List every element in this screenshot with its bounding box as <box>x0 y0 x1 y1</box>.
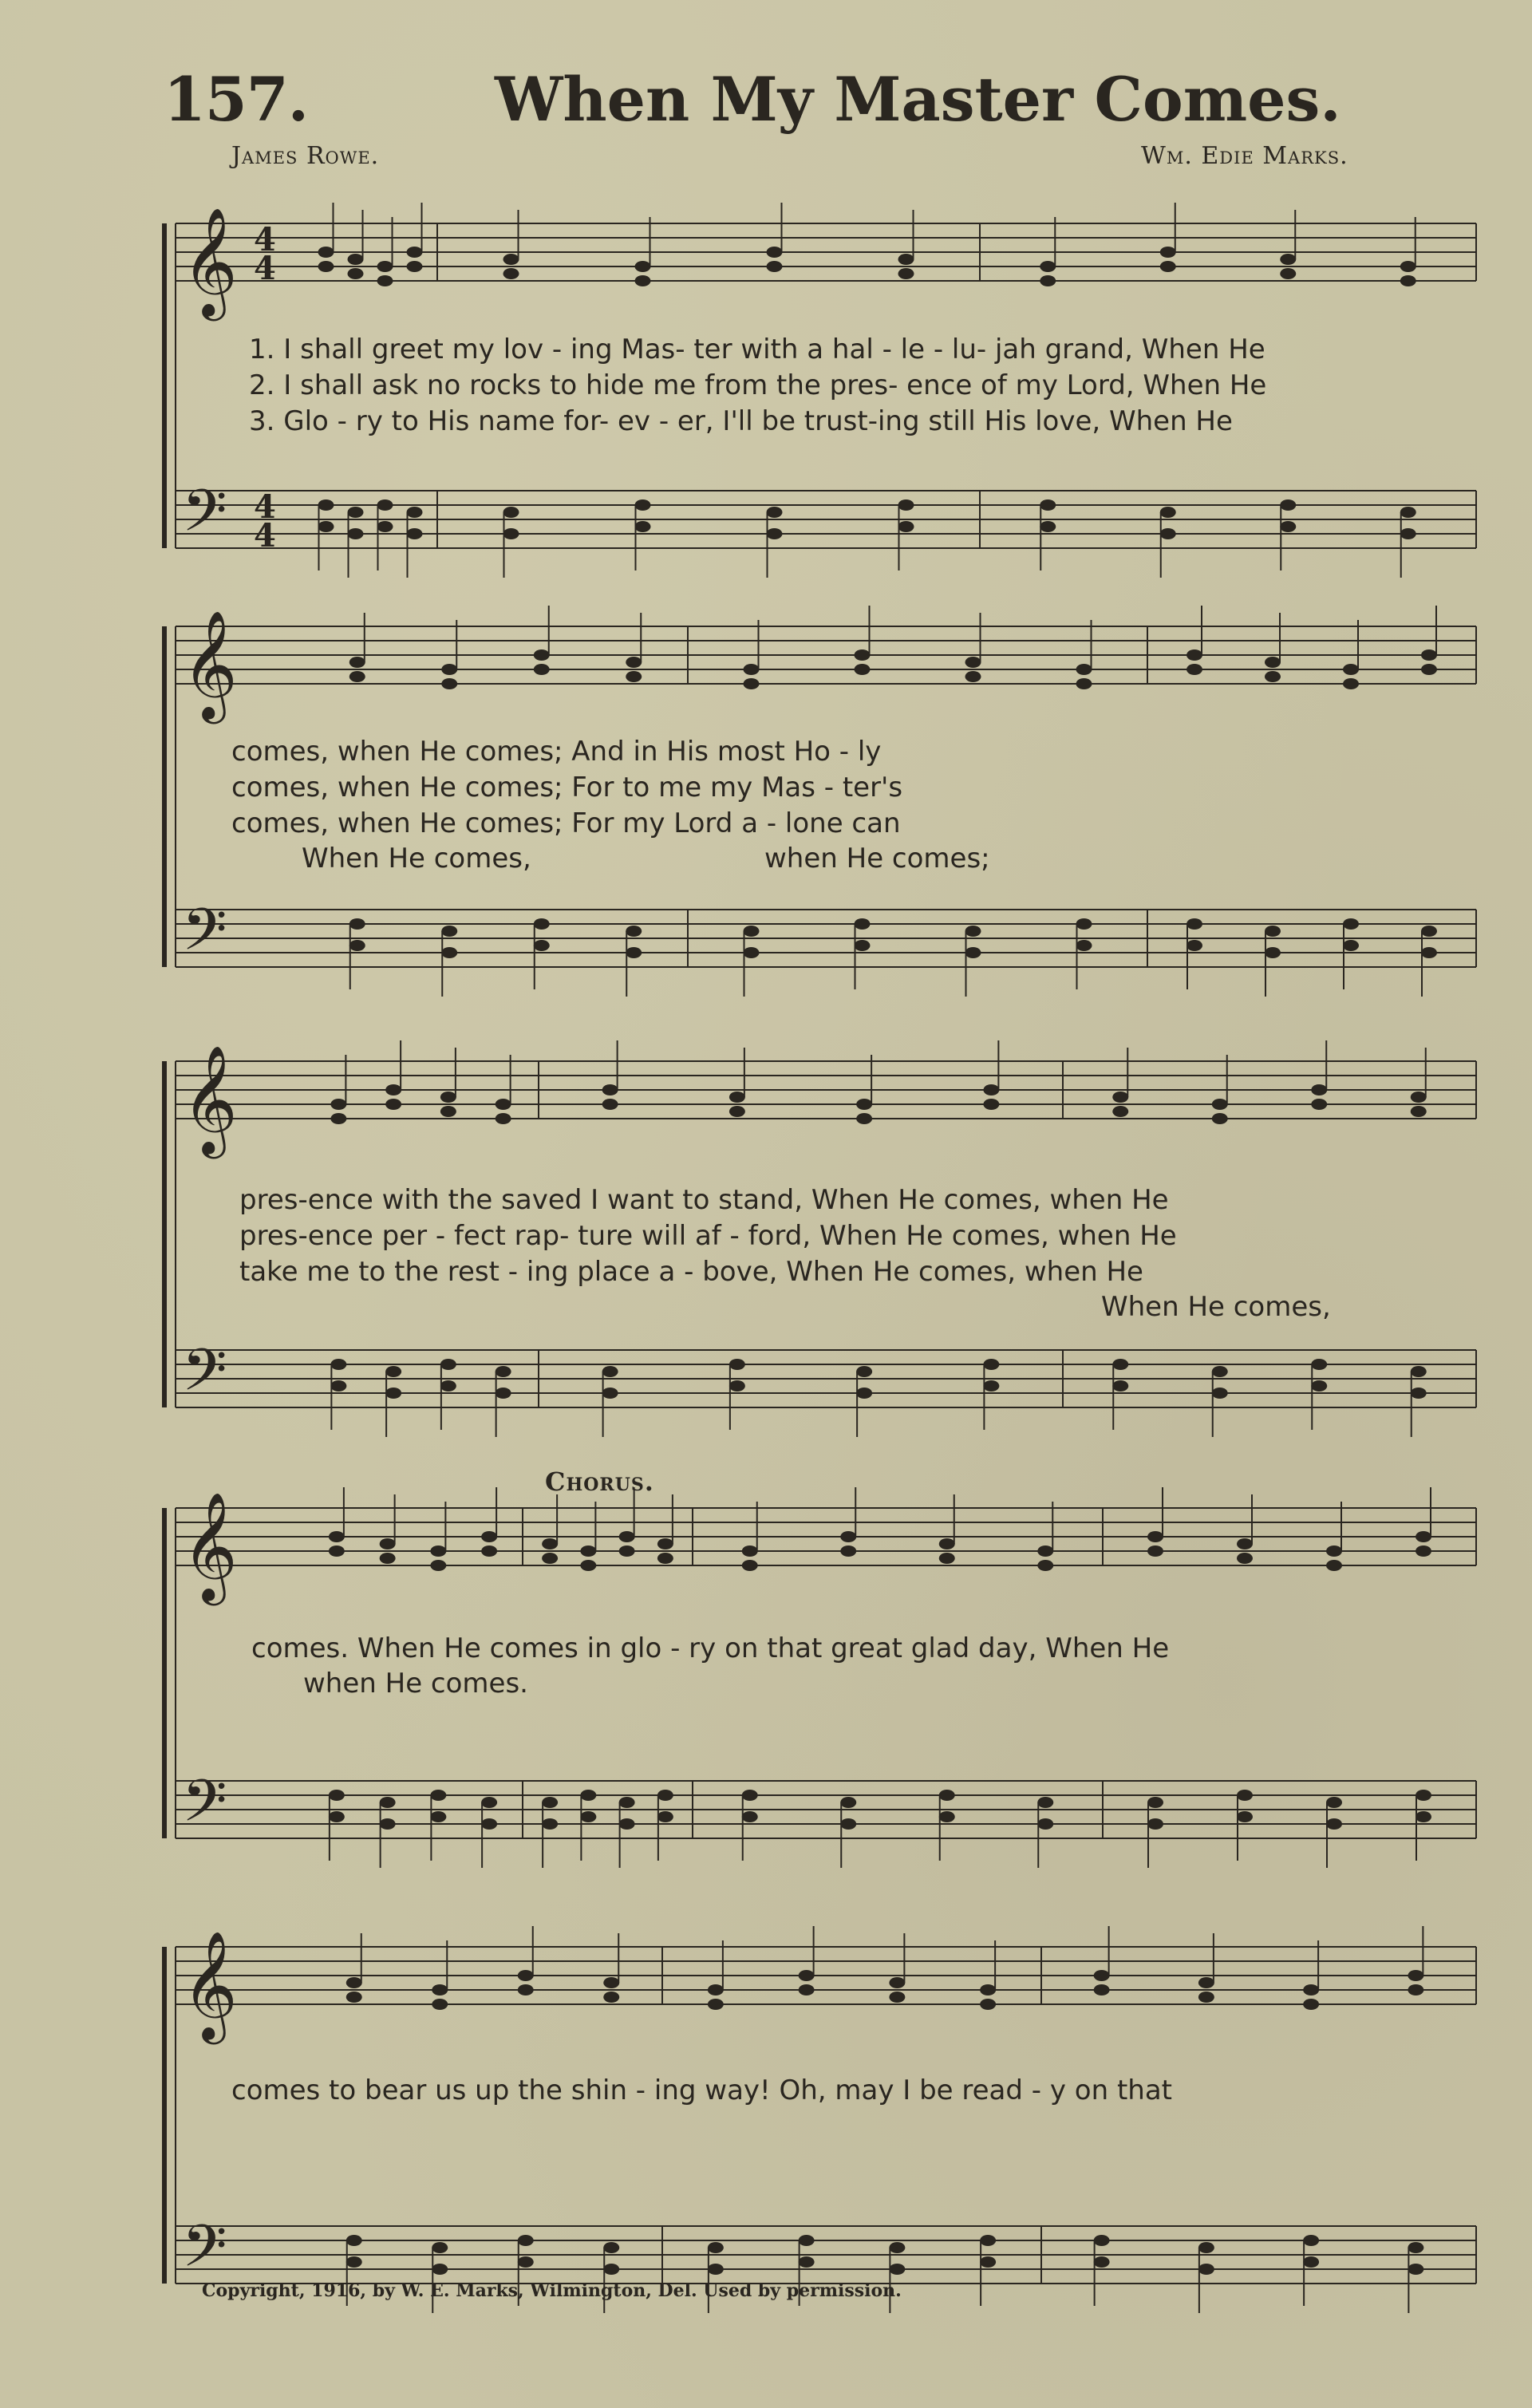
notehead <box>603 1977 619 1988</box>
notehead <box>767 261 783 272</box>
notehead <box>799 1984 815 1995</box>
notehead <box>349 671 365 682</box>
notehead <box>1303 2235 1319 2246</box>
lyric-line-v3-s2: comes, when He comes; For my Lord a - lone can <box>231 807 901 839</box>
notehead <box>742 1560 758 1571</box>
notehead <box>1076 678 1092 689</box>
notehead <box>1094 2235 1110 2246</box>
notehead <box>1212 1388 1228 1399</box>
notehead <box>377 521 393 532</box>
notehead <box>626 657 642 668</box>
notehead <box>1411 1388 1427 1399</box>
notehead <box>1037 1560 1053 1571</box>
notehead <box>1160 261 1176 272</box>
notehead <box>1408 2242 1423 2253</box>
notehead <box>1408 1970 1423 1981</box>
notehead <box>432 1999 448 2010</box>
notehead <box>898 254 914 265</box>
lyric-line-v1-s1: 1. I shall greet my lov - ing Mas- ter with a hal - le - lu- jah grand, When He <box>249 334 1265 365</box>
lyric-line-v3-s3: take me to the rest - ing place a - bove, When He comes, when He <box>239 1256 1143 1288</box>
notehead <box>1265 947 1281 958</box>
lyric-line-chorus-2: comes to bear us up the shin - ing way! Oh, may I be read - y on that <box>231 2074 1172 2106</box>
notehead <box>729 1359 745 1370</box>
time-signature: 4 <box>254 488 276 526</box>
notehead <box>840 1818 856 1830</box>
notehead <box>708 2242 724 2253</box>
notehead <box>346 1992 362 2003</box>
notehead <box>385 1388 401 1399</box>
notehead <box>349 918 365 930</box>
notehead <box>1212 1099 1228 1110</box>
notehead <box>1237 1538 1253 1549</box>
notehead <box>1160 507 1176 518</box>
notehead <box>767 528 783 539</box>
notehead <box>518 1970 534 1981</box>
notehead <box>767 507 783 518</box>
notehead <box>1343 918 1359 930</box>
notehead <box>1311 1380 1327 1392</box>
notehead <box>1147 1818 1163 1830</box>
notehead <box>657 1790 673 1801</box>
notehead <box>1408 2264 1423 2275</box>
notehead <box>496 1388 511 1399</box>
notehead <box>744 664 760 675</box>
notehead <box>742 1811 758 1822</box>
time-signature: 4 <box>254 517 276 555</box>
notehead <box>965 657 981 668</box>
notehead <box>346 2256 362 2268</box>
notehead <box>708 1999 724 2010</box>
notehead <box>619 1531 635 1542</box>
treble-clef: 𝄞 <box>182 1929 238 2039</box>
notehead <box>602 1099 618 1110</box>
echo-lyric-b: when He comes; <box>764 843 990 874</box>
notehead <box>898 499 914 511</box>
notehead <box>542 1553 558 1564</box>
notehead <box>1343 940 1359 951</box>
notehead <box>1094 1970 1110 1981</box>
bass-clef: 𝄢 <box>182 2212 227 2294</box>
notehead <box>318 261 334 272</box>
notehead <box>1280 521 1296 532</box>
notehead <box>1237 1553 1253 1564</box>
notehead <box>1343 678 1359 689</box>
notehead <box>348 507 364 518</box>
notehead <box>330 1099 346 1110</box>
notehead <box>657 1538 673 1549</box>
bass-clef: 𝄢 <box>182 1767 227 1849</box>
notehead <box>318 247 334 258</box>
notehead <box>856 1366 872 1377</box>
notehead <box>602 1366 618 1377</box>
notehead <box>980 2235 996 2246</box>
notehead <box>1311 1099 1327 1110</box>
notehead <box>980 1999 996 2010</box>
notehead <box>580 1811 596 1822</box>
notehead <box>1421 926 1437 937</box>
notehead <box>481 1545 497 1557</box>
notehead <box>1416 1545 1431 1557</box>
notehead <box>635 261 651 272</box>
notehead <box>432 1984 448 1995</box>
notehead <box>380 1538 396 1549</box>
notehead <box>1198 2264 1214 2275</box>
notehead <box>708 2264 724 2275</box>
notehead <box>430 1790 446 1801</box>
notehead <box>441 926 457 937</box>
chorus-label: Chorus. <box>545 1467 654 1497</box>
notehead <box>496 1113 511 1124</box>
notehead <box>496 1099 511 1110</box>
notehead <box>330 1380 346 1392</box>
lyric-line-v1-s2: comes, when He comes; And in His most Ho - ly <box>231 736 882 768</box>
notehead <box>965 926 981 937</box>
notehead <box>440 1359 456 1370</box>
notehead <box>580 1545 596 1557</box>
notehead <box>1237 1811 1253 1822</box>
notehead <box>534 940 550 951</box>
notehead <box>1147 1531 1163 1542</box>
notehead <box>503 507 519 518</box>
notehead <box>1343 664 1359 675</box>
notehead <box>1094 2256 1110 2268</box>
notehead <box>742 1790 758 1801</box>
notehead <box>430 1560 446 1571</box>
bass-clef: 𝄢 <box>182 1336 227 1418</box>
hymn-title: When My Master Comes. <box>495 64 1341 135</box>
notehead <box>542 1797 558 1808</box>
lyric-line-v3-s1: 3. Glo - ry to His name for- ev - er, I'll be trust-ing still His love, When He <box>249 405 1233 437</box>
composer-credit: Wm. Edie Marks. <box>1141 142 1348 170</box>
notehead <box>799 2235 815 2246</box>
notehead <box>503 528 519 539</box>
echo-lyric-a: When He comes, <box>302 843 531 874</box>
copyright-notice: Copyright, 1916, by W. E. Marks, Wilmington, Del. Used by permission. <box>202 2280 902 2301</box>
notehead <box>635 499 651 511</box>
notehead <box>534 649 550 661</box>
notehead <box>1094 1984 1110 1995</box>
notehead <box>840 1531 856 1542</box>
notehead <box>349 940 365 951</box>
notehead <box>1303 1984 1319 1995</box>
notehead <box>1112 1359 1128 1370</box>
notehead <box>1147 1797 1163 1808</box>
notehead <box>840 1545 856 1557</box>
notehead <box>1160 247 1176 258</box>
notehead <box>1037 1797 1053 1808</box>
notehead <box>503 254 519 265</box>
notehead <box>626 671 642 682</box>
notehead <box>1326 1797 1342 1808</box>
notehead <box>1076 918 1092 930</box>
notehead <box>1198 1992 1214 2003</box>
notehead <box>1212 1366 1228 1377</box>
bass-clef: 𝄢 <box>182 476 227 559</box>
notehead <box>729 1091 745 1103</box>
notehead <box>440 1106 456 1117</box>
notehead <box>496 1366 511 1377</box>
notehead <box>619 1818 635 1830</box>
notehead <box>430 1811 446 1822</box>
notehead <box>603 1992 619 2003</box>
notehead <box>729 1106 745 1117</box>
notehead <box>1112 1091 1128 1103</box>
notehead <box>767 247 783 258</box>
notehead <box>407 528 423 539</box>
notehead <box>855 664 871 675</box>
notehead <box>889 1977 905 1988</box>
notehead <box>983 1359 999 1370</box>
notehead <box>542 1818 558 1830</box>
notehead <box>380 1553 396 1564</box>
notehead <box>1040 261 1056 272</box>
notehead <box>346 2235 362 2246</box>
notehead <box>965 671 981 682</box>
notehead <box>1416 1531 1431 1542</box>
notehead <box>329 1545 345 1557</box>
notehead <box>744 678 760 689</box>
notehead <box>965 947 981 958</box>
notehead <box>518 2235 534 2246</box>
notehead <box>377 499 393 511</box>
notehead <box>318 521 334 532</box>
notehead <box>744 926 760 937</box>
notehead <box>1265 671 1281 682</box>
notehead <box>1400 507 1416 518</box>
notehead <box>407 507 423 518</box>
notehead <box>318 499 334 511</box>
notehead <box>939 1553 955 1564</box>
notehead <box>1040 521 1056 532</box>
treble-clef: 𝄞 <box>182 1490 238 1601</box>
notehead <box>1076 664 1092 675</box>
notehead <box>385 1366 401 1377</box>
notehead <box>1212 1113 1228 1124</box>
notehead <box>377 261 393 272</box>
notehead <box>1037 1818 1053 1830</box>
notehead <box>1112 1380 1128 1392</box>
notehead <box>348 268 364 279</box>
notehead <box>1311 1084 1327 1095</box>
notehead <box>799 2256 815 2268</box>
notehead <box>1265 657 1281 668</box>
notehead <box>635 521 651 532</box>
notehead <box>1408 1984 1423 1995</box>
notehead <box>1416 1811 1431 1822</box>
notehead <box>1421 947 1437 958</box>
notehead <box>602 1084 618 1095</box>
notehead <box>1280 268 1296 279</box>
notehead <box>380 1818 396 1830</box>
notehead <box>385 1099 401 1110</box>
notehead <box>1187 664 1202 675</box>
notehead <box>626 926 642 937</box>
notehead <box>481 1797 497 1808</box>
notehead <box>939 1790 955 1801</box>
notehead <box>407 261 423 272</box>
notehead <box>1326 1560 1342 1571</box>
notehead <box>385 1084 401 1095</box>
notehead <box>407 247 423 258</box>
notehead <box>939 1538 955 1549</box>
notehead <box>329 1790 345 1801</box>
notehead <box>1198 1977 1214 1988</box>
lyric-line-v2-s3: pres-ence per - fect rap- ture will af - ford, When He comes, when He <box>239 1220 1177 1252</box>
notehead <box>744 947 760 958</box>
treble-clef: 𝄞 <box>182 1044 238 1154</box>
time-signature: 4 <box>254 221 276 259</box>
notehead <box>855 649 871 661</box>
echo-lyric-c: When He comes, <box>1101 1291 1331 1323</box>
notehead <box>1326 1818 1342 1830</box>
notehead <box>708 1984 724 1995</box>
notehead <box>1303 1999 1319 2010</box>
notehead <box>1421 649 1437 661</box>
notehead <box>1265 926 1281 937</box>
notehead <box>742 1545 758 1557</box>
lyricist-credit: James Rowe. <box>231 142 380 170</box>
notehead <box>855 940 871 951</box>
notehead <box>1198 2242 1214 2253</box>
notehead <box>481 1531 497 1542</box>
notehead <box>840 1797 856 1808</box>
notehead <box>603 2264 619 2275</box>
notehead <box>380 1797 396 1808</box>
notehead <box>441 947 457 958</box>
notehead <box>432 2264 448 2275</box>
notehead <box>542 1538 558 1549</box>
notehead <box>330 1359 346 1370</box>
notehead <box>348 254 364 265</box>
notehead <box>1187 649 1202 661</box>
notehead <box>1112 1106 1128 1117</box>
notehead <box>603 2242 619 2253</box>
notehead <box>1416 1790 1431 1801</box>
notehead <box>856 1388 872 1399</box>
notehead <box>1421 664 1437 675</box>
notehead <box>1400 275 1416 286</box>
notehead <box>330 1113 346 1124</box>
notehead <box>481 1818 497 1830</box>
notehead <box>889 2264 905 2275</box>
notehead <box>1280 499 1296 511</box>
notehead <box>939 1811 955 1822</box>
lyric-line-v1-s3: pres-ence with the saved I want to stand, When He comes, when He <box>239 1184 1169 1216</box>
notehead <box>1411 1106 1427 1117</box>
notehead <box>1280 254 1296 265</box>
bass-clef: 𝄢 <box>182 895 227 977</box>
notehead <box>348 528 364 539</box>
notehead <box>856 1113 872 1124</box>
notehead <box>799 1970 815 1981</box>
lyric-line-chorus-1: comes. When He comes in glo - ry on that great glad day, When He <box>251 1632 1170 1664</box>
notehead <box>729 1380 745 1392</box>
notehead <box>1147 1545 1163 1557</box>
notehead <box>534 918 550 930</box>
notehead <box>432 2242 448 2253</box>
notehead <box>619 1797 635 1808</box>
notehead <box>602 1388 618 1399</box>
notehead <box>1400 528 1416 539</box>
notehead <box>980 1984 996 1995</box>
notehead <box>1076 940 1092 951</box>
notehead <box>1303 2256 1319 2268</box>
hymn-number: 157. <box>164 64 309 135</box>
lyric-line-v2-s1: 2. I shall ask no rocks to hide me from the pres- ence of my Lord, When He <box>249 369 1267 401</box>
notehead <box>441 678 457 689</box>
notehead <box>440 1091 456 1103</box>
notehead <box>657 1811 673 1822</box>
time-signature: 4 <box>254 250 276 287</box>
notehead <box>1040 499 1056 511</box>
notehead <box>1400 261 1416 272</box>
notehead <box>1187 918 1202 930</box>
notehead <box>1411 1091 1427 1103</box>
lyric-line-v2-s2: comes, when He comes; For to me my Mas - ter's <box>231 772 903 803</box>
notehead <box>377 275 393 286</box>
notehead <box>889 1992 905 2003</box>
notehead <box>580 1560 596 1571</box>
notehead <box>349 657 365 668</box>
notehead <box>440 1380 456 1392</box>
notehead <box>657 1553 673 1564</box>
echo-lyric-d: when He comes. <box>303 1668 528 1699</box>
notehead <box>430 1545 446 1557</box>
notehead <box>889 2242 905 2253</box>
treble-clef: 𝄞 <box>182 206 238 316</box>
notehead <box>626 947 642 958</box>
notehead <box>580 1790 596 1801</box>
notehead <box>1187 940 1202 951</box>
notehead <box>1040 275 1056 286</box>
notehead <box>329 1531 345 1542</box>
notehead <box>1160 528 1176 539</box>
notehead <box>1037 1545 1053 1557</box>
notehead <box>1237 1790 1253 1801</box>
notehead <box>534 664 550 675</box>
notehead <box>980 2256 996 2268</box>
notehead <box>346 1977 362 1988</box>
notehead <box>983 1084 999 1095</box>
notehead <box>1311 1359 1327 1370</box>
notehead <box>503 268 519 279</box>
notehead <box>619 1545 635 1557</box>
notehead <box>1411 1366 1427 1377</box>
notehead <box>1326 1545 1342 1557</box>
notehead <box>518 1984 534 1995</box>
notehead <box>856 1099 872 1110</box>
notehead <box>855 918 871 930</box>
notehead <box>441 664 457 675</box>
notehead <box>329 1811 345 1822</box>
notehead <box>635 275 651 286</box>
notehead <box>983 1380 999 1392</box>
notehead <box>983 1099 999 1110</box>
notehead <box>898 521 914 532</box>
treble-clef: 𝄞 <box>182 609 238 719</box>
notehead <box>518 2256 534 2268</box>
notehead <box>898 268 914 279</box>
